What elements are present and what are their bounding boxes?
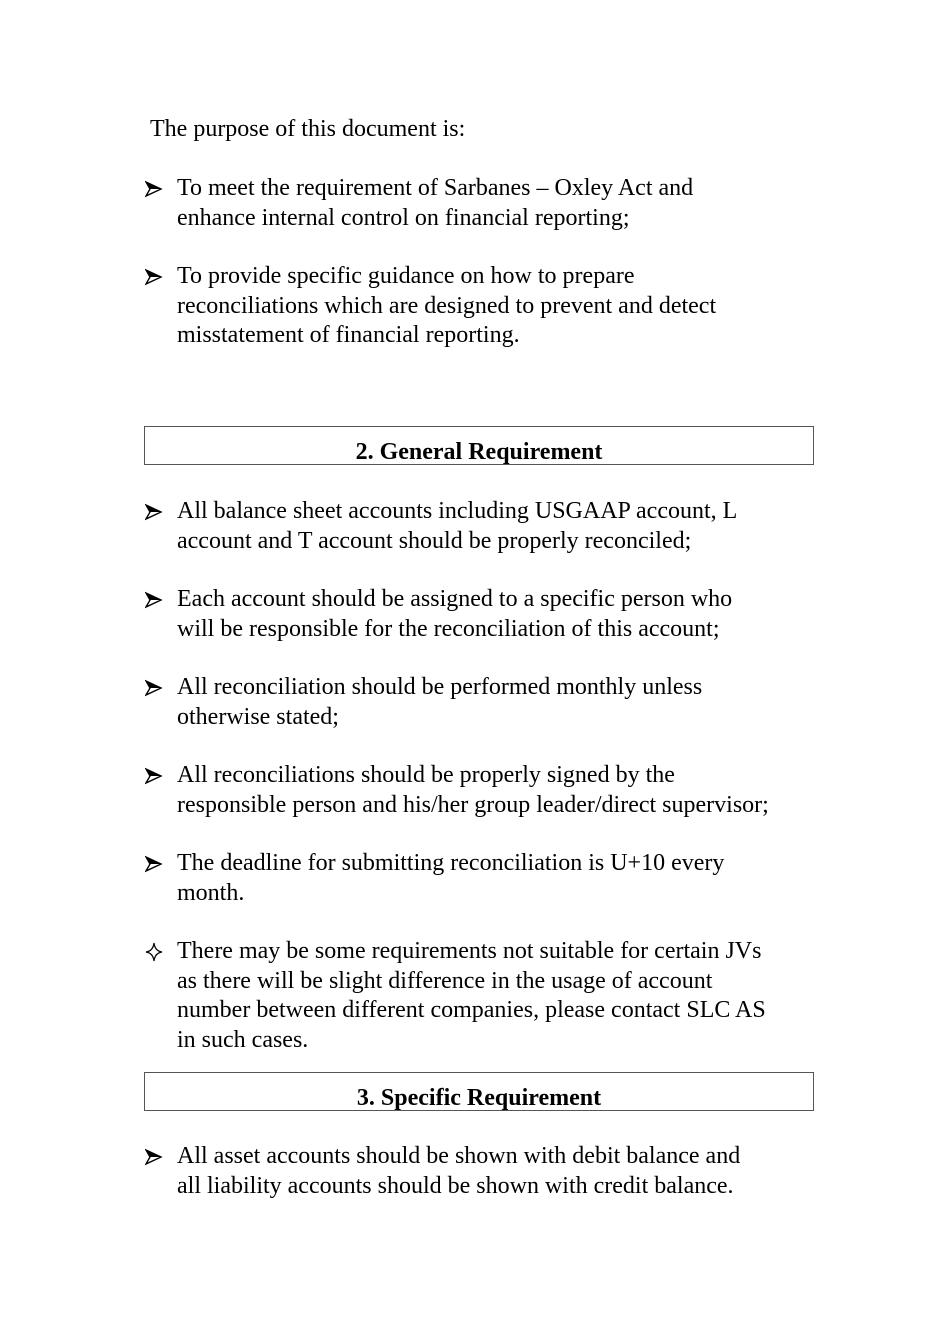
bullet-line: responsible person and his/her group leader/direct supervisor;: [177, 791, 769, 818]
bullet-line: reconciliations which are designed to prevent and detect: [177, 292, 717, 319]
arrowhead-bullet-icon: [145, 849, 165, 878]
arrowhead-bullet-icon: [145, 761, 165, 790]
bullet-line: month.: [177, 879, 245, 906]
bullet-line: Each account should be assigned to a specific person who: [177, 586, 733, 612]
bullet-line: All reconciliation should be performed monthly unless: [177, 674, 703, 700]
bullet-line: all liability accounts should be shown with credit balance.: [177, 1172, 734, 1199]
bullet-text: [177, 174, 825, 233]
bullet-line: All asset accounts should be shown with debit balance and: [177, 1143, 741, 1169]
bullet-text: [177, 761, 845, 820]
bullet-text: [177, 673, 825, 732]
bullet-text: [177, 937, 845, 1055]
section-title: 3. Specific Requirement: [356, 1085, 602, 1111]
bullet-line: enhance internal control on financial reporting;: [177, 204, 630, 231]
list-item: [145, 937, 845, 1055]
bullet-line: number between different companies, please contact SLC AS: [177, 997, 766, 1023]
intro-text: The purpose of this document is:: [150, 116, 466, 142]
list-item: [145, 262, 825, 351]
bullet-line: To meet the requirement of Sarbanes – Oxley Act and: [177, 175, 694, 201]
bullet-text: [177, 585, 825, 644]
bullet-line: To provide specific guidance on how to prepare: [177, 263, 635, 289]
list-item: [145, 585, 825, 644]
arrowhead-bullet-icon: [145, 585, 165, 614]
bullet-line: will be responsible for the reconciliation of this account;: [177, 615, 720, 642]
list-item: [145, 497, 825, 556]
bullet-line: There may be some requirements not suitable for certain JVs: [177, 938, 762, 964]
bullet-line: The deadline for submitting reconciliation is U+10 every: [177, 850, 725, 876]
list-item: [145, 673, 825, 732]
list-item: [145, 761, 845, 820]
bullet-line: account and T account should be properly reconciled;: [177, 527, 692, 554]
bullet-text: [177, 1142, 825, 1201]
bullet-line: All reconciliations should be properly signed by the: [177, 762, 675, 788]
arrowhead-bullet-icon: [145, 262, 165, 291]
section-heading-specific-requirement: [144, 1072, 814, 1111]
bullet-line: otherwise stated;: [177, 703, 339, 730]
bullet-line: All balance sheet accounts including USGAAP account, L: [177, 498, 738, 524]
arrowhead-bullet-icon: [145, 1142, 165, 1171]
section-heading-general-requirement: [144, 426, 814, 465]
bullet-line: in such cases.: [177, 1026, 309, 1053]
arrowhead-bullet-icon: [145, 673, 165, 702]
arrowhead-bullet-icon: [145, 497, 165, 526]
list-item: [145, 849, 825, 908]
bullet-line: misstatement of financial reporting.: [177, 322, 520, 348]
section-title: 2. General Requirement: [355, 439, 603, 465]
list-item: [145, 1142, 825, 1201]
bullet-text: [177, 497, 825, 556]
bullet-line: as there will be slight difference in the usage of account: [177, 967, 713, 994]
list-item: [145, 174, 825, 233]
arrowhead-bullet-icon: [145, 174, 165, 203]
four-point-star-bullet-icon: [145, 937, 165, 966]
bullet-text: [177, 849, 825, 908]
bullet-text: [177, 262, 825, 351]
